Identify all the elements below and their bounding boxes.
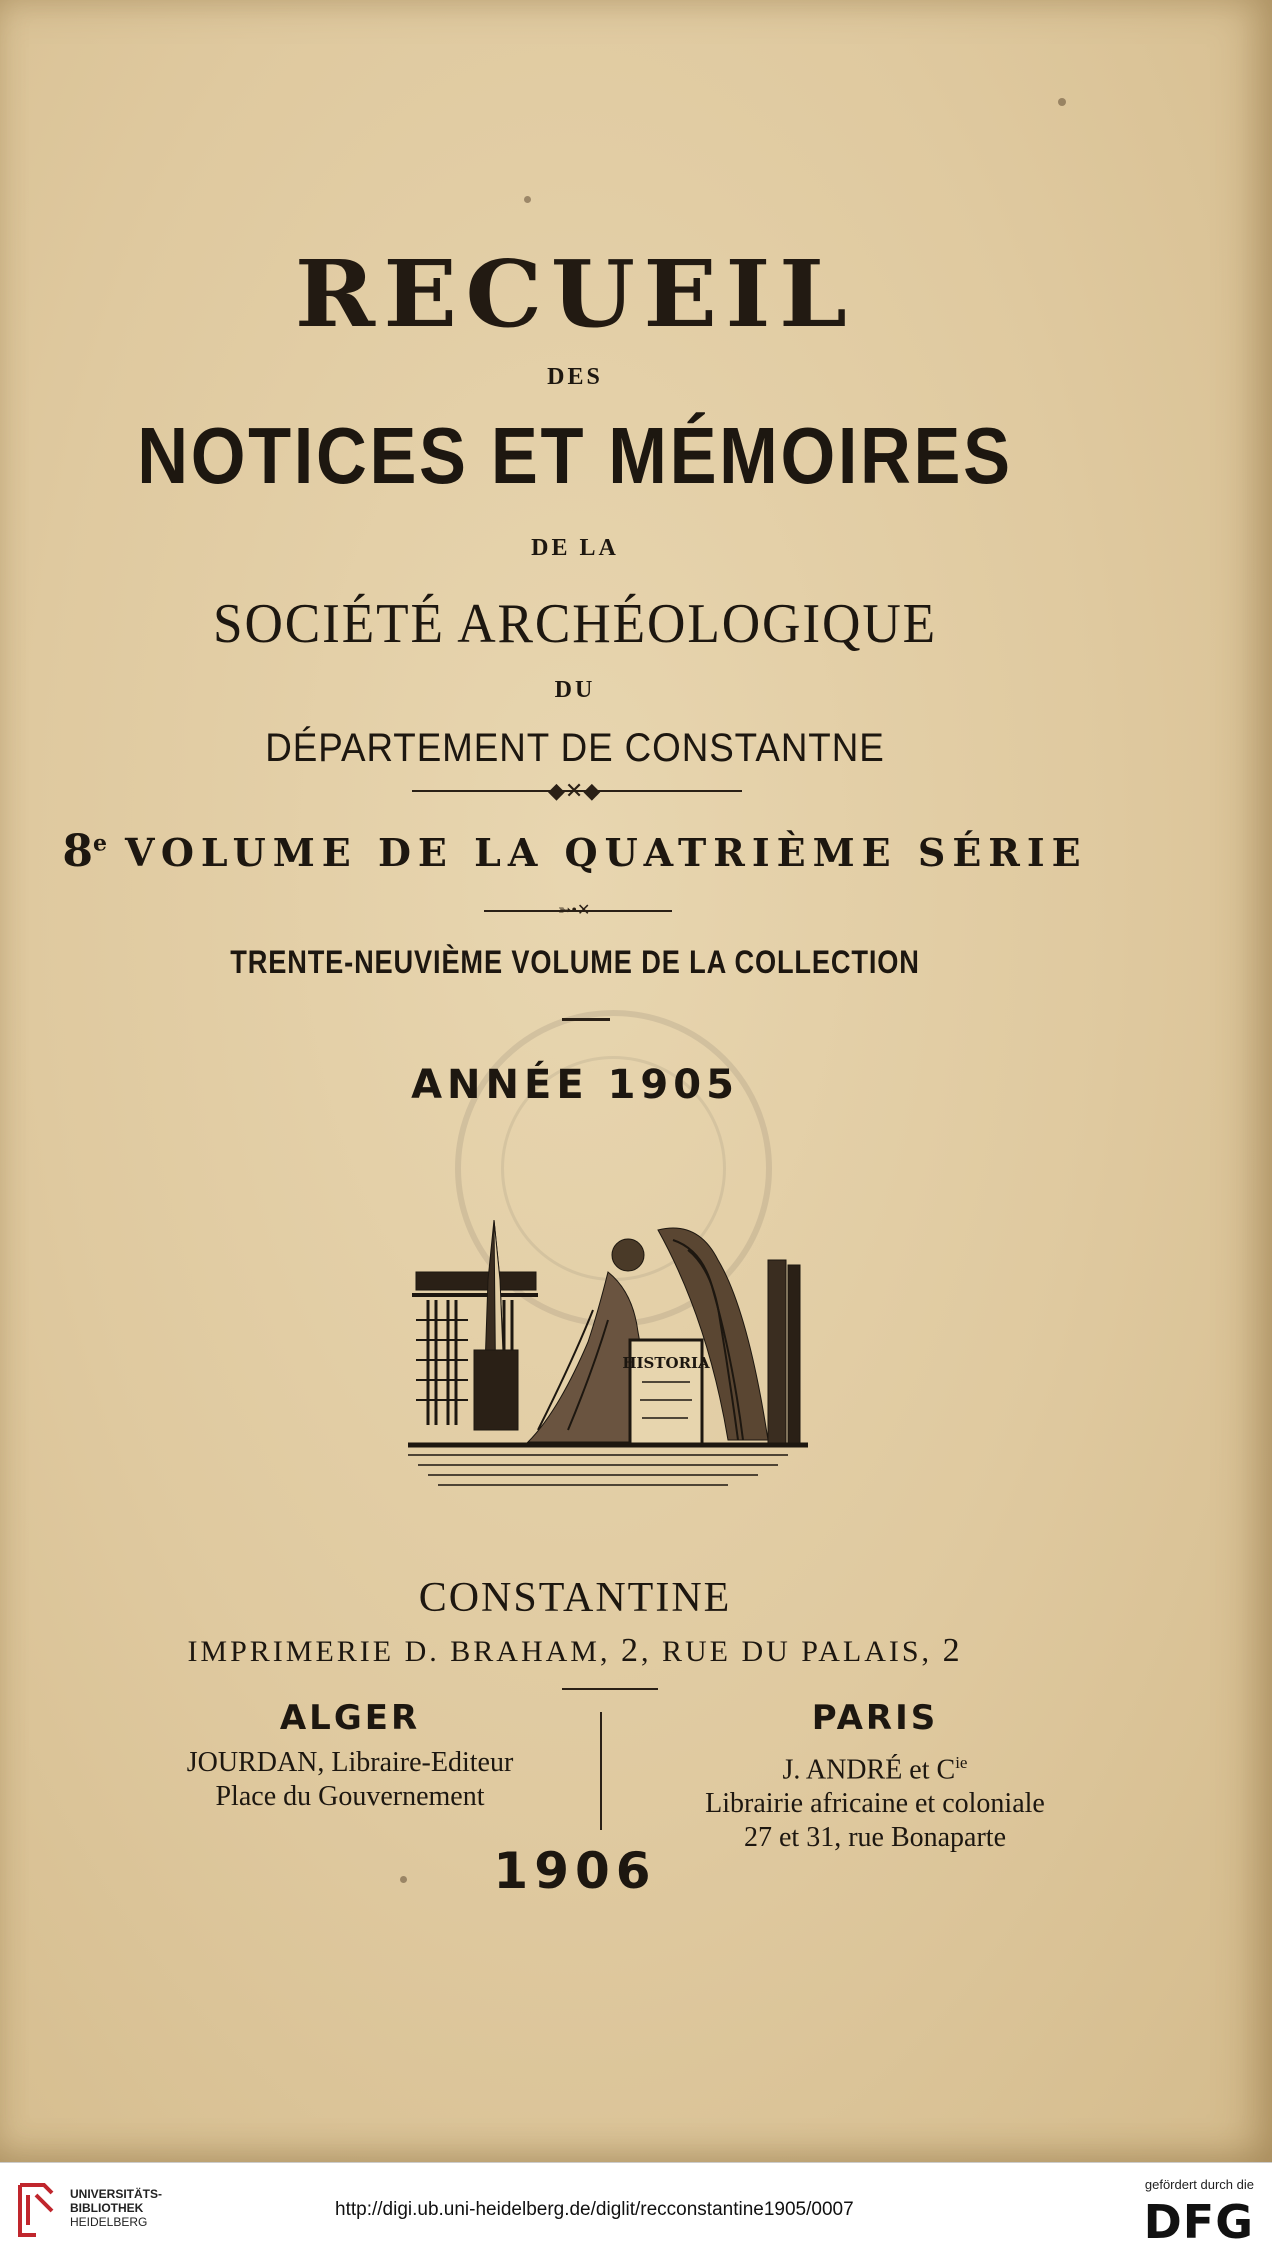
department-name: DÉPARTEMENT DE CONSTANTNE [265,726,885,770]
paris-bookshop: Librairie africaine et coloniale [705,1788,1045,1820]
library-name: UNIVERSITÄTS- BIBLIOTHEK HEIDELBERG [70,2187,163,2229]
printer-line: IMPRIMERIE D. BRAHAM, 2, RUE DU PALAIS, 2 [187,1632,963,1669]
volume-text: VOLUME DE LA QUATRIÈME SÉRIE [125,830,1088,875]
short-rule [562,1688,658,1690]
subtitle-des: DES [547,364,603,390]
title: RECUEIL [294,240,856,348]
digitization-footer [0,2162,1272,2254]
society-name: SOCIÉTÉ ARCHÉOLOGIQUE [212,593,938,655]
title-notices: NOTICES ET MÉMOIRES [137,411,1013,500]
imprint-paris [620,1698,1130,1855]
paper-spot [524,196,531,203]
ornament-icon: ◆✕◆ [548,778,601,803]
imprint-city: CONSTANTINE [418,1575,732,1621]
paper-spot [1058,98,1066,106]
alger-address: Place du Gouvernement [215,1781,485,1812]
imprint-alger [130,1698,570,1814]
page-url-link[interactable]: http://digi.ub.uni-heidelberg.de/diglit/recconstantine1905/0007 [335,2199,854,2220]
collection-line: TRENTE-NEUVIÈME VOLUME DE LA COLLECTION [230,944,920,980]
sponsor-caption: gefördert durch die [1144,2177,1254,2192]
subtitle-de-la: DE LA [531,535,619,561]
alger-city: ALGER [279,1698,421,1738]
historia-vignette-icon [408,1210,808,1510]
dfg-logo: DFG [1143,2195,1254,2249]
year-line: ANNÉE 1905 [411,1062,739,1108]
volume-line [0,826,1150,877]
publication-year: 1906 [493,1842,657,1900]
alger-publisher: JOURDAN, Libraire-Editeur [186,1747,514,1778]
paris-address: 27 et 31, rue Bonaparte [743,1822,1007,1854]
paris-publisher: J. ANDRÉ et $C^{ie}$ [782,1753,968,1786]
paris-city: PARIS [811,1698,939,1738]
vignette-caption: HISTORIA [622,1354,710,1372]
short-rule [562,1018,610,1021]
ornament-icon: ➳•✕ [558,902,591,919]
imprint-divider [600,1712,602,1830]
volume-number: 8e [62,826,108,877]
ub-heidelberg-logo-icon [14,2179,58,2241]
subtitle-du: DU [554,677,596,703]
